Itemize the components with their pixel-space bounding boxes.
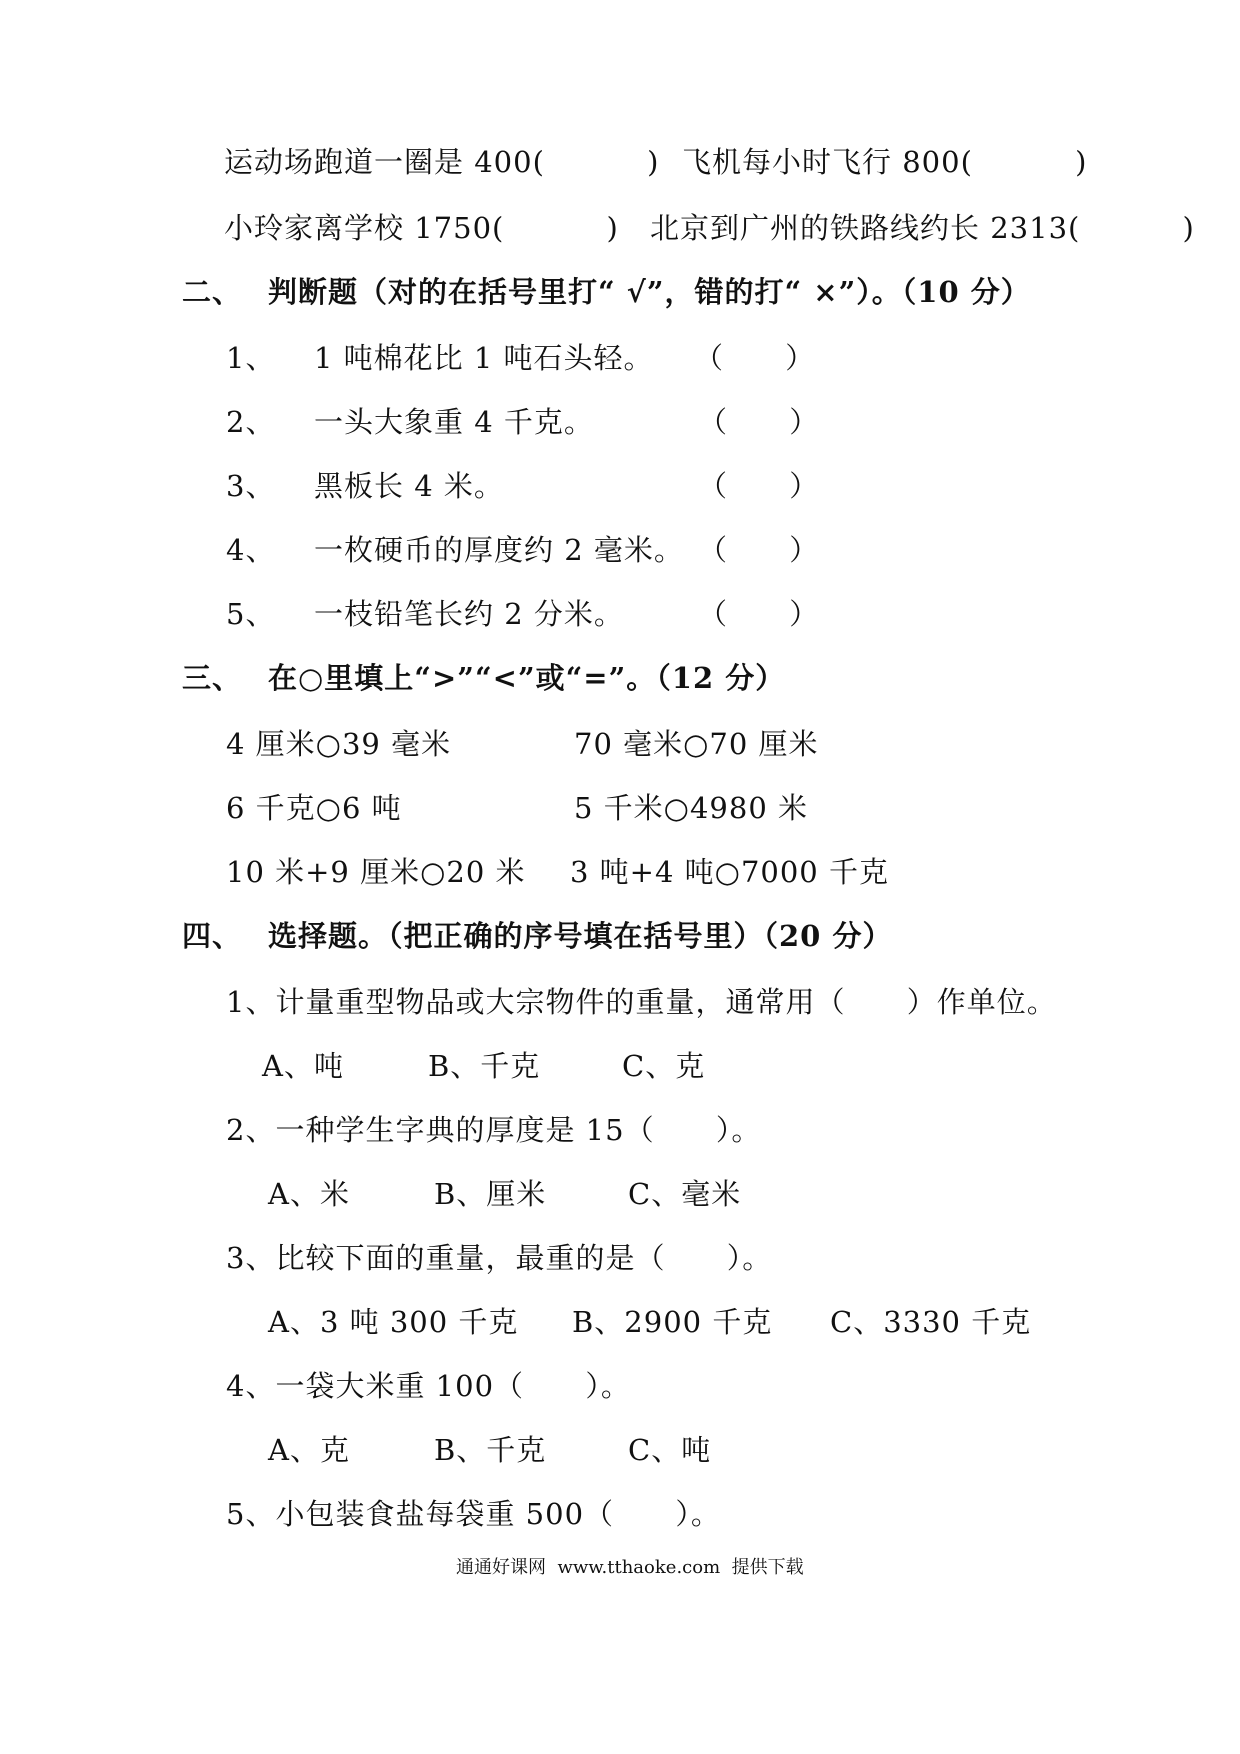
compare-row3-right: 3 吨+4 吨○7000 千克 [570, 855, 889, 889]
choice-q4-option-a: A、克 [268, 1433, 350, 1467]
choice-q4: 4、一袋大米重 100（ ）。 [226, 1369, 631, 1403]
judge-item-2-num: 2、 [226, 405, 276, 439]
compare-row2-right: 5 千米○4980 米 [574, 791, 808, 825]
choice-q3-option-a: A、3 吨 300 千克 [268, 1305, 519, 1339]
judge-item-1-blank: （ ） [694, 341, 816, 375]
judge-item-5-text: 一枝铅笔长约 2 分米。 [314, 597, 624, 631]
fill-row1-left: 运动场跑道一圈是 400( ) [224, 145, 660, 179]
choice-q3-option-b: B、2900 千克 [572, 1305, 773, 1339]
judge-item-1-text: 1 吨棉花比 1 吨石头轻。 [314, 341, 654, 375]
choice-q1-option-b: B、千克 [428, 1049, 541, 1083]
choice-q2: 2、一种学生字典的厚度是 15（ ）。 [226, 1113, 762, 1147]
choice-q4-option-b: B、千克 [434, 1433, 547, 1467]
choice-q5: 5、小包装食盐每袋重 500（ ）。 [226, 1497, 721, 1531]
judge-item-3-blank: （ ） [698, 469, 820, 503]
section3-title: 在○里填上“>”“<”或“=”。（12 分） [268, 661, 786, 695]
judge-item-3-text: 黑板长 4 米。 [314, 469, 504, 503]
section2-title: 判断题（对的在括号里打“ √”，错的打“ ×”）。（10 分） [268, 275, 1031, 309]
judge-item-2-text: 一头大象重 4 千克。 [314, 405, 594, 439]
footer-download-note: 通通好课网 www.tthaoke.com 提供下载 [456, 1557, 804, 1578]
section4-number: 四、 [182, 919, 243, 953]
judge-item-1-num: 1、 [226, 341, 276, 375]
choice-q1: 1、计量重型物品或大宗物件的重量，通常用（ ）作单位。 [226, 985, 1057, 1019]
judge-item-5-blank: （ ） [698, 597, 820, 631]
judge-item-4-num: 4、 [226, 533, 276, 567]
choice-q3: 3、比较下面的重量，最重的是（ ）。 [226, 1241, 773, 1275]
choice-q4-option-c: C、吨 [628, 1433, 712, 1467]
choice-q1-option-a: A、吨 [262, 1049, 344, 1083]
compare-row2-left: 6 千克○6 吨 [226, 791, 402, 825]
fill-row2-right: 北京到广州的铁路线约长 2313( ) [650, 211, 1195, 245]
fill-row1-right: 飞机每小时飞行 800( ) [682, 145, 1088, 179]
judge-item-4-text: 一枚硬币的厚度约 2 毫米。 [314, 533, 684, 567]
compare-row3-left: 10 米+9 厘米○20 米 [226, 855, 526, 889]
judge-item-4-blank: （ ） [698, 533, 820, 567]
fill-row2-left: 小玲家离学校 1750( ) [224, 211, 619, 245]
choice-q3-option-c: C、3330 千克 [830, 1305, 1032, 1339]
judge-item-2-blank: （ ） [698, 405, 820, 439]
section4-title: 选择题。（把正确的序号填在括号里）（20 分） [268, 919, 893, 953]
section3-number: 三、 [182, 661, 243, 695]
section2-number: 二、 [182, 275, 243, 309]
compare-row1-right: 70 毫米○70 厘米 [574, 727, 819, 761]
judge-item-3-num: 3、 [226, 469, 276, 503]
choice-q1-option-c: C、克 [622, 1049, 706, 1083]
choice-q2-option-b: B、厘米 [434, 1177, 547, 1211]
compare-row1-left: 4 厘米○39 毫米 [226, 727, 452, 761]
choice-q2-option-a: A、米 [268, 1177, 350, 1211]
judge-item-5-num: 5、 [226, 597, 276, 631]
choice-q2-option-c: C、毫米 [628, 1177, 742, 1211]
